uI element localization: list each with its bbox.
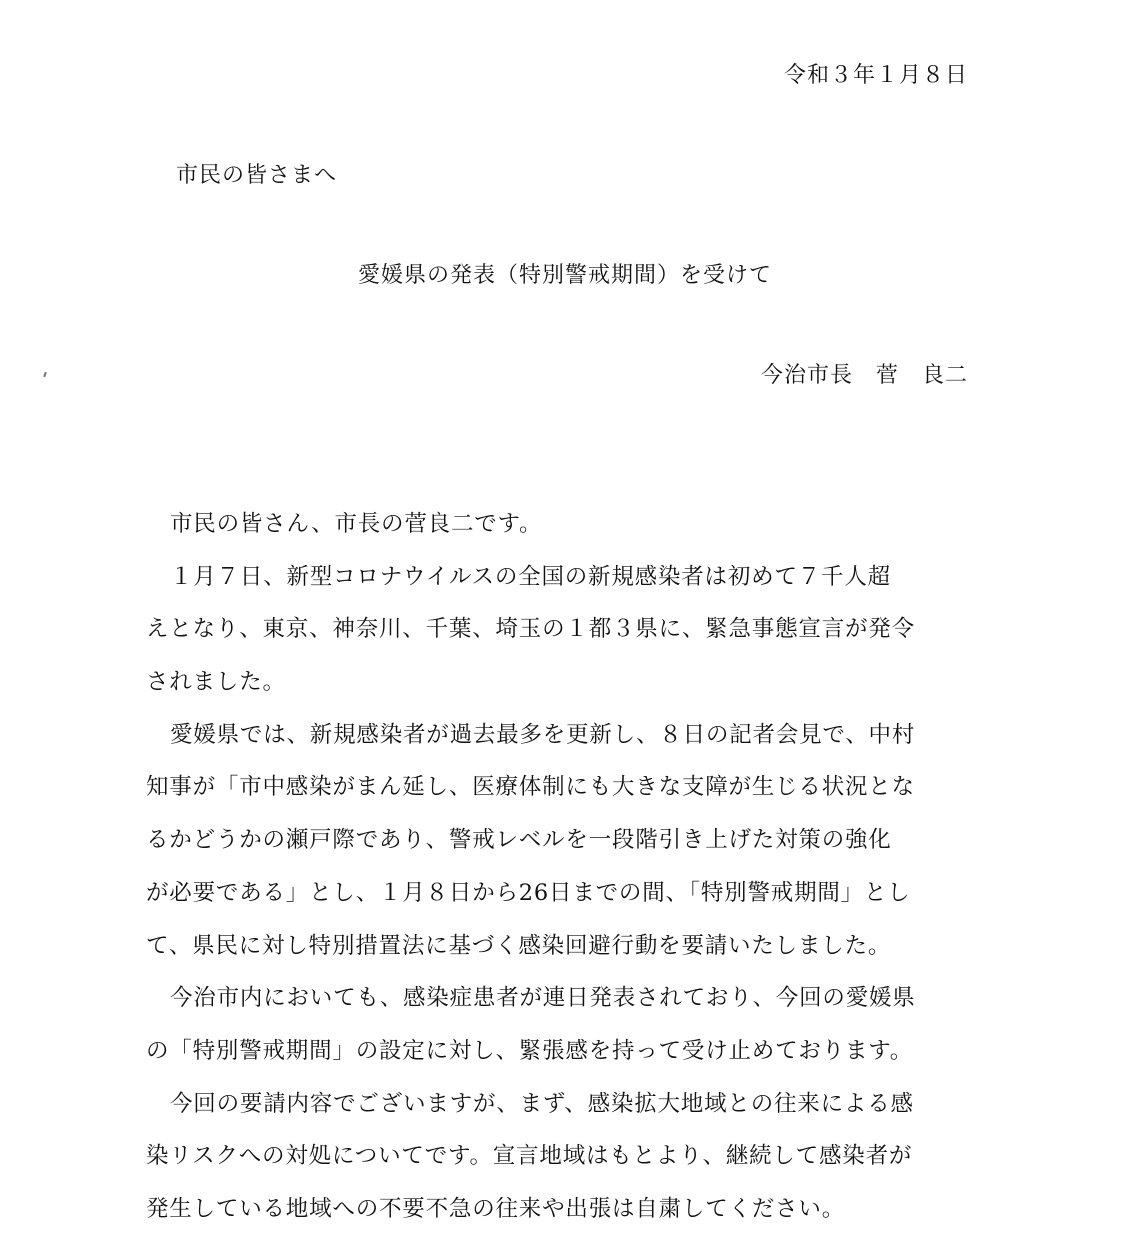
document-date: 令和３年１月８日	[783, 63, 968, 88]
body-line: 発生している地域への不要不急の往来や出張は自粛してください。	[146, 1195, 846, 1222]
body-line: の「特別警戒期間」の設定に対し、緊張感を持って受け止めております。	[146, 1037, 914, 1064]
document-title: 愛媛県の発表（特別警戒期間）を受けて	[357, 263, 772, 288]
body-line: されました。	[146, 669, 286, 696]
document-body	[146, 504, 986, 1242]
body-line: 染リスクへの対処についてです。宣言地域はもとより、継続して感染者が	[146, 1143, 913, 1170]
body-line: るかどうかの瀬戸際であり、警戒レベルを一段階引き上げた対策の強化	[146, 827, 892, 854]
body-line: て、県民に対し特別措置法に基づく感染回避行動を要請いたしました。	[146, 932, 892, 959]
body-line: 今回の要請内容でございますが、まず、感染拡大地域との往来による感	[170, 1090, 914, 1117]
body-line: １月７日、新型コロナウイルスの全国の新規感染者は初めて７千人超	[170, 563, 891, 590]
body-line: 今治市内においても、感染症患者が連日発表されており、今回の愛媛県	[170, 985, 916, 1012]
body-line: 市民の皆さん、市長の菅良二です。	[170, 511, 543, 537]
scan-speck	[43, 372, 47, 377]
author-signature: 今治市長 菅 良二	[760, 363, 968, 388]
body-line: 知事が「市中感染がまん延し、医療体制にも大きな支障が生じる状況とな	[146, 774, 915, 801]
body-line: えとなり、東京、神奈川、千葉、埼玉の１都３県に、緊急事態宣言が発令	[146, 616, 915, 643]
salutation: 市民の皆さまへ	[176, 163, 338, 188]
body-line: が必要である」とし、１月８日から26日までの間、「特別警戒期間」とし	[146, 879, 911, 906]
body-line: 愛媛県では、新規感染者が過去最多を更新し、８日の記者会見で、中村	[170, 721, 916, 748]
